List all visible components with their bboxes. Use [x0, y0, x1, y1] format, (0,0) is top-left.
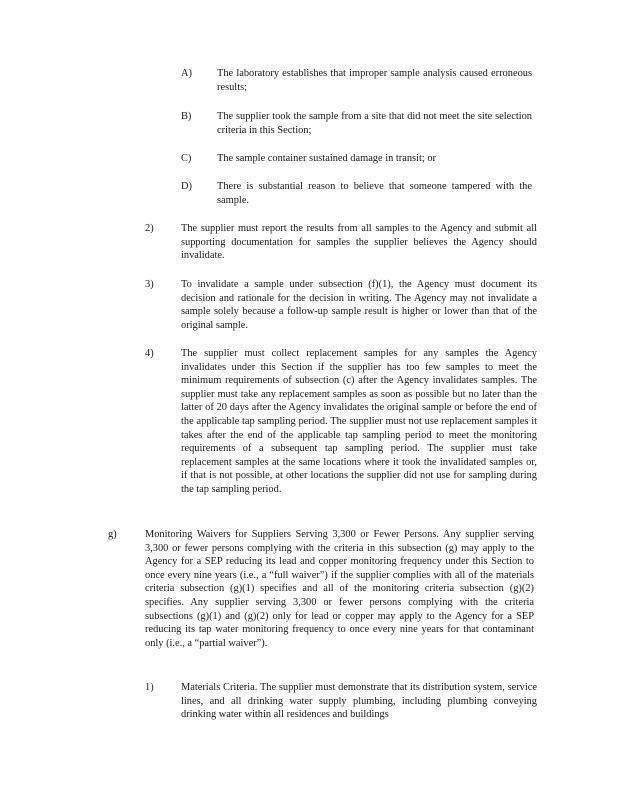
- item-label: 3): [145, 279, 154, 290]
- item-text: To invalidate a sample under subsection (f)(1), the Agency must document its decision and rationale for the decision in writing. The Agency may not invalidate a sample solely because a follow-up sample result is higher or lower than that of the original sample.: [181, 279, 537, 331]
- list-item-C: [181, 152, 532, 166]
- item-text: There is substantial reason to believe that someone tampered with the sample.: [217, 181, 532, 206]
- item-label: A): [181, 68, 192, 79]
- list-item-3: [145, 278, 537, 332]
- item-label: B): [181, 111, 192, 122]
- list-item-4: [145, 347, 537, 497]
- item-text: The supplier must report the results from all samples to the Agency and submit all supporting documentation for samples the supplier believes the Agency should invalidate.: [181, 223, 537, 262]
- item-text: The supplier took the sample from a site that did not meet the site selection criteria in this Section;: [217, 111, 532, 136]
- list-item-A: [181, 67, 532, 94]
- list-item-D: [181, 180, 532, 207]
- item-label: g): [108, 529, 117, 540]
- item-text: Monitoring Waivers for Suppliers Serving 3,300 or Fewer Persons. Any supplier serving 3,300 or fewer persons complying with the criteria in this subsection (g) may apply to the Agency for a SEP reducing its lead and copper monitoring frequency under this Section to once every nine years (i.e., a “full waiver”) if the supplier complies with all of the materials criteria subsection (g)(1) specifies and all of the monitoring criteria subsection (g)(2) specifies. Any supplier serving 3,300 or fewer persons complying with the criteria subsections (g)(1) and (g)(2) only for lead or copper may apply to the Agency for a SEP reducing its tap water monitoring frequency to once every nine years for that contaminant only (i.e., a “partial waiver”).: [145, 529, 534, 649]
- list-item-g: [108, 528, 534, 650]
- item-text: The supplier must collect replacement samples for any samples the Agency invalidates under this Section if the supplier has too few samples to meet the minimum requirements of subsection (c) after the Agency invalidates samples. The supplier must take any replacement samples as soon as possible but no later than the latter of 20 days after the Agency invalidates the original sample or before the end of the applicable tap sampling period. The supplier must not use replacement samples it takes after the end of the applicable tap sampling period to meet the monitoring requirements of a subsequent tap sampling period. The supplier must take replacement samples at the same locations where it took the invalidated samples or, if that is not possible, at other locations the supplier did not use for sampling during the tap sampling period.: [181, 348, 537, 495]
- list-item-g1: [145, 681, 537, 722]
- item-label: 2): [145, 223, 154, 234]
- item-label: 4): [145, 348, 154, 359]
- item-text: Materials Criteria. The supplier must demonstrate that its distribution system, service lines, and all drinking water supply plumbing, including plumbing conveying drinking water within all residences and buildings: [181, 682, 537, 721]
- list-item-2: [145, 222, 537, 263]
- item-text: The laboratory establishes that improper sample analysis caused erroneous results;: [217, 68, 532, 93]
- item-label: 1): [145, 682, 154, 693]
- item-label: D): [181, 181, 192, 192]
- item-label: C): [181, 153, 192, 164]
- item-text: The sample container sustained damage in transit; or: [217, 153, 436, 164]
- list-item-B: [181, 110, 532, 137]
